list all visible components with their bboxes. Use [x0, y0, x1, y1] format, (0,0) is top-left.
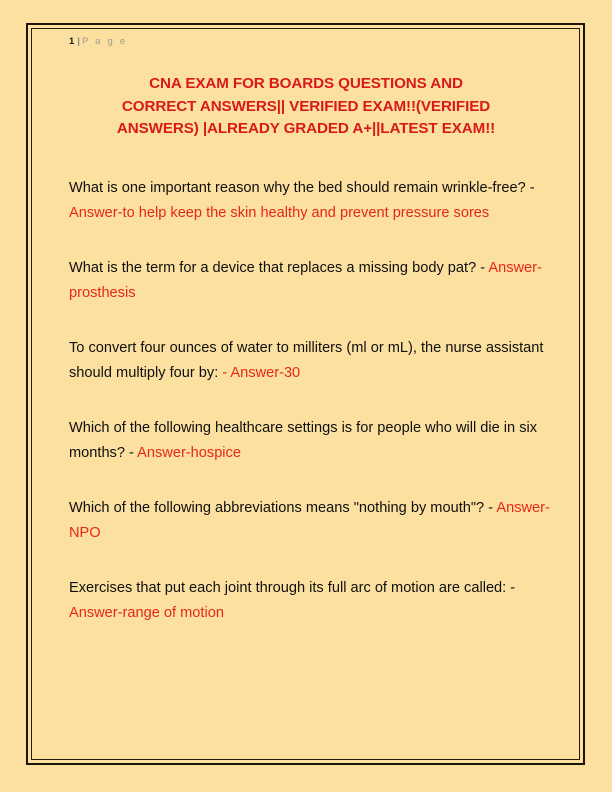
- qa-item: [69, 416, 551, 465]
- document-title: [67, 73, 545, 141]
- qa-dash: -: [488, 500, 497, 516]
- question-text: Which of the following abbreviations means "nothing by mouth"?: [69, 500, 489, 516]
- question-text: What is the term for a device that replaces a missing body pat?: [69, 260, 481, 276]
- qa-item: [69, 256, 551, 305]
- answer-text: Answer-to help keep the skin healthy and prevent pressure sores: [69, 204, 490, 221]
- qa-dash: -: [480, 260, 489, 276]
- answer-text: Answer-30: [230, 364, 301, 381]
- title-line-1: CNA EXAM FOR BOARDS QUESTIONS AND: [149, 75, 463, 92]
- qa-item: [69, 336, 551, 385]
- qa-item: [69, 496, 551, 545]
- page-header-separator: |: [77, 36, 80, 47]
- qa-item: [69, 176, 551, 225]
- question-text: Exercises that put each joint through its full arc of motion are called:: [69, 580, 511, 596]
- page-number: 1: [69, 36, 75, 47]
- title-line-2: CORRECT ANSWERS|| VERIFIED EXAM!!(VERIFIED: [121, 97, 491, 115]
- qa-dash: -: [222, 364, 231, 381]
- qa-dash: -: [510, 580, 516, 596]
- answer-text: Answer-NPO: [69, 500, 550, 541]
- question-text: To convert four ounces of water to milliters (ml or mL), the nurse assistant should multiply four by:: [69, 340, 544, 381]
- qa-item: [69, 576, 551, 625]
- title-line-3: ANSWERS) |ALREADY GRADED A+||LATEST EXAM!!: [116, 120, 496, 138]
- qa-list: [69, 176, 551, 656]
- answer-text: Answer-prosthesis: [69, 260, 542, 301]
- page-label: P a g e: [81, 36, 128, 47]
- qa-dash: -: [529, 180, 535, 196]
- answer-text: Answer-range of motion: [69, 604, 224, 621]
- question-text: What is one important reason why the bed should remain wrinkle-free?: [69, 180, 530, 196]
- question-text: Which of the following healthcare settings is for people who will die in six months?: [69, 420, 538, 461]
- page-header: [69, 36, 127, 48]
- page-content: [31, 28, 580, 760]
- answer-text: Answer-hospice: [137, 444, 241, 461]
- qa-dash: -: [129, 444, 138, 461]
